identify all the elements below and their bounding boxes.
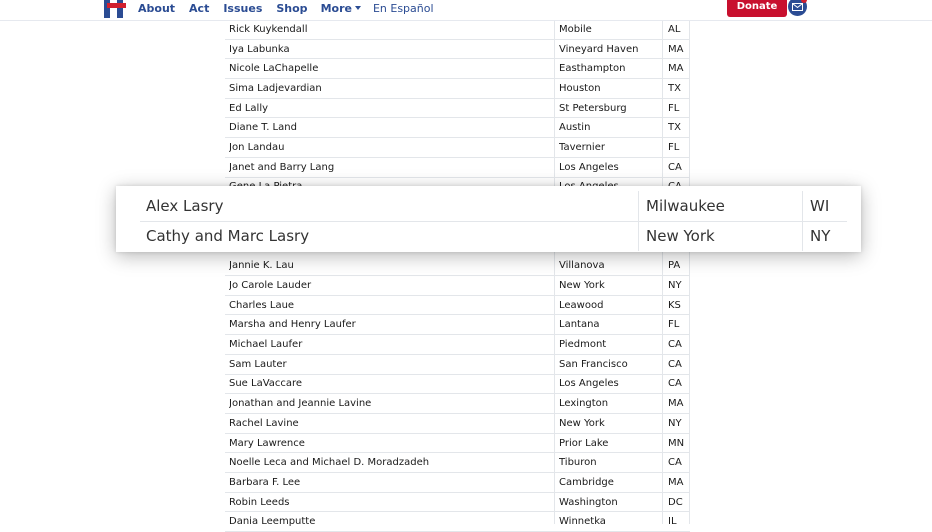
donor-city: New York (646, 221, 806, 251)
donate-button[interactable]: Donate (727, 0, 787, 17)
donor-state: FL (668, 99, 690, 118)
envelope-glyph (792, 3, 803, 11)
table-row (225, 99, 690, 119)
donor-city: St Petersburg (559, 99, 661, 118)
donor-state: NY (668, 414, 690, 433)
donor-state: FL (668, 138, 690, 157)
donor-city: Tiburon (559, 453, 661, 472)
donor-name: Alex Lasry (146, 191, 636, 221)
nav-act-link[interactable]: Act (189, 2, 209, 15)
table-row (225, 256, 690, 276)
donor-city: Los Angeles (559, 375, 661, 394)
chevron-down-icon (355, 6, 361, 10)
donor-city: New York (559, 276, 661, 295)
highlighted-row (140, 221, 861, 251)
donor-state: MA (668, 473, 690, 492)
table-row (225, 394, 690, 414)
donor-state: IL (668, 513, 690, 532)
table-row (225, 453, 690, 473)
donor-name: Ed Lally (229, 99, 553, 118)
donor-name: Robin Leeds (229, 493, 553, 512)
donor-name: Jonathan and Jeannie Lavine (229, 394, 553, 413)
donor-state: TX (668, 119, 690, 138)
table-row (225, 40, 690, 60)
nav-issues-link[interactable]: Issues (223, 2, 262, 15)
table-row (225, 296, 690, 316)
donor-city: Villanova (559, 256, 661, 275)
donor-city: Houston (559, 79, 661, 98)
table-row (225, 20, 690, 40)
donor-state: MA (668, 59, 690, 78)
donor-name: Rachel Lavine (229, 414, 553, 433)
table-row (225, 434, 690, 454)
donor-name: Cathy and Marc Lasry (146, 221, 636, 251)
donor-city: Vineyard Haven (559, 40, 661, 59)
table-row (225, 355, 690, 375)
table-row (225, 138, 690, 158)
table-row (225, 414, 690, 434)
donor-state: CA (668, 158, 690, 177)
donor-state: MA (668, 40, 690, 59)
donor-city: Piedmont (559, 335, 661, 354)
table-row (225, 335, 690, 355)
nav-shop-link[interactable]: Shop (276, 2, 307, 15)
donor-city: Washington (559, 493, 661, 512)
donor-state: MN (668, 434, 690, 453)
donor-city: New York (559, 414, 661, 433)
donor-name: Michael Laufer (229, 335, 553, 354)
donor-state: DC (668, 493, 690, 512)
table-row (225, 59, 690, 79)
donor-city: San Francisco (559, 355, 661, 374)
donor-city: Lexington (559, 394, 661, 413)
donor-name: Diane T. Land (229, 119, 553, 138)
donor-name: Rick Kuykendall (229, 20, 553, 39)
donor-city: Prior Lake (559, 434, 661, 453)
donor-name: Jon Landau (229, 138, 553, 157)
h-logo-icon[interactable] (104, 0, 126, 18)
table-row (225, 79, 690, 99)
donor-city: Lantana (559, 316, 661, 335)
table-row (225, 158, 690, 178)
donor-name: Sue LaVaccare (229, 375, 553, 394)
donor-state: NY (810, 221, 850, 251)
donor-city: Winnetka (559, 513, 661, 532)
table-row (225, 513, 690, 532)
donor-name: Nicole LaChapelle (229, 59, 553, 78)
donor-name: Jannie K. Lau (229, 256, 553, 275)
donor-state: KS (668, 296, 690, 315)
donor-name: Noelle Leca and Michael D. Moradzadeh (229, 453, 553, 472)
table-row (225, 493, 690, 513)
nav-about-link[interactable]: About (138, 2, 175, 15)
donor-state: CA (668, 375, 690, 394)
donor-name: Sam Lauter (229, 355, 553, 374)
highlighted-rows-callout (116, 186, 861, 252)
donor-name: Marsha and Henry Laufer (229, 316, 553, 335)
donor-state: CA (668, 453, 690, 472)
donor-name: Sima Ladjevardian (229, 79, 553, 98)
donor-state: PA (668, 256, 690, 275)
donor-state: CA (668, 335, 690, 354)
donor-name: Barbara F. Lee (229, 473, 553, 492)
donor-name: Iya Labunka (229, 40, 553, 59)
donor-name: Charles Laue (229, 296, 553, 315)
table-row (225, 473, 690, 493)
donor-city: Mobile (559, 20, 661, 39)
table-row (225, 316, 690, 336)
table-row (225, 375, 690, 395)
donor-name: Janet and Barry Lang (229, 158, 553, 177)
donor-state: MA (668, 394, 690, 413)
donor-state: TX (668, 79, 690, 98)
donor-city: Tavernier (559, 138, 661, 157)
donor-state: AL (668, 20, 690, 39)
table-row (225, 119, 690, 139)
donor-name: Jo Carole Lauder (229, 276, 553, 295)
main-nav (138, 0, 434, 16)
top-navigation-bar (0, 0, 932, 21)
donor-city: Los Angeles (559, 158, 661, 177)
nav-more-label: More (321, 2, 352, 15)
donor-name: Mary Lawrence (229, 434, 553, 453)
donor-city: Easthampton (559, 59, 661, 78)
donor-state: CA (668, 355, 690, 374)
donor-state: NY (668, 276, 690, 295)
donor-city: Cambridge (559, 473, 661, 492)
highlighted-row (140, 191, 861, 221)
donor-state: WI (810, 191, 850, 221)
table-row (225, 276, 690, 296)
donor-state: FL (668, 316, 690, 335)
nav-espanol-link[interactable]: En Español (373, 2, 434, 15)
donor-city: Milwaukee (646, 191, 806, 221)
donor-city: Austin (559, 119, 661, 138)
nav-more-menu[interactable] (321, 2, 361, 15)
donor-city: Leawood (559, 296, 661, 315)
donor-name: Dania Leemputte (229, 513, 553, 532)
